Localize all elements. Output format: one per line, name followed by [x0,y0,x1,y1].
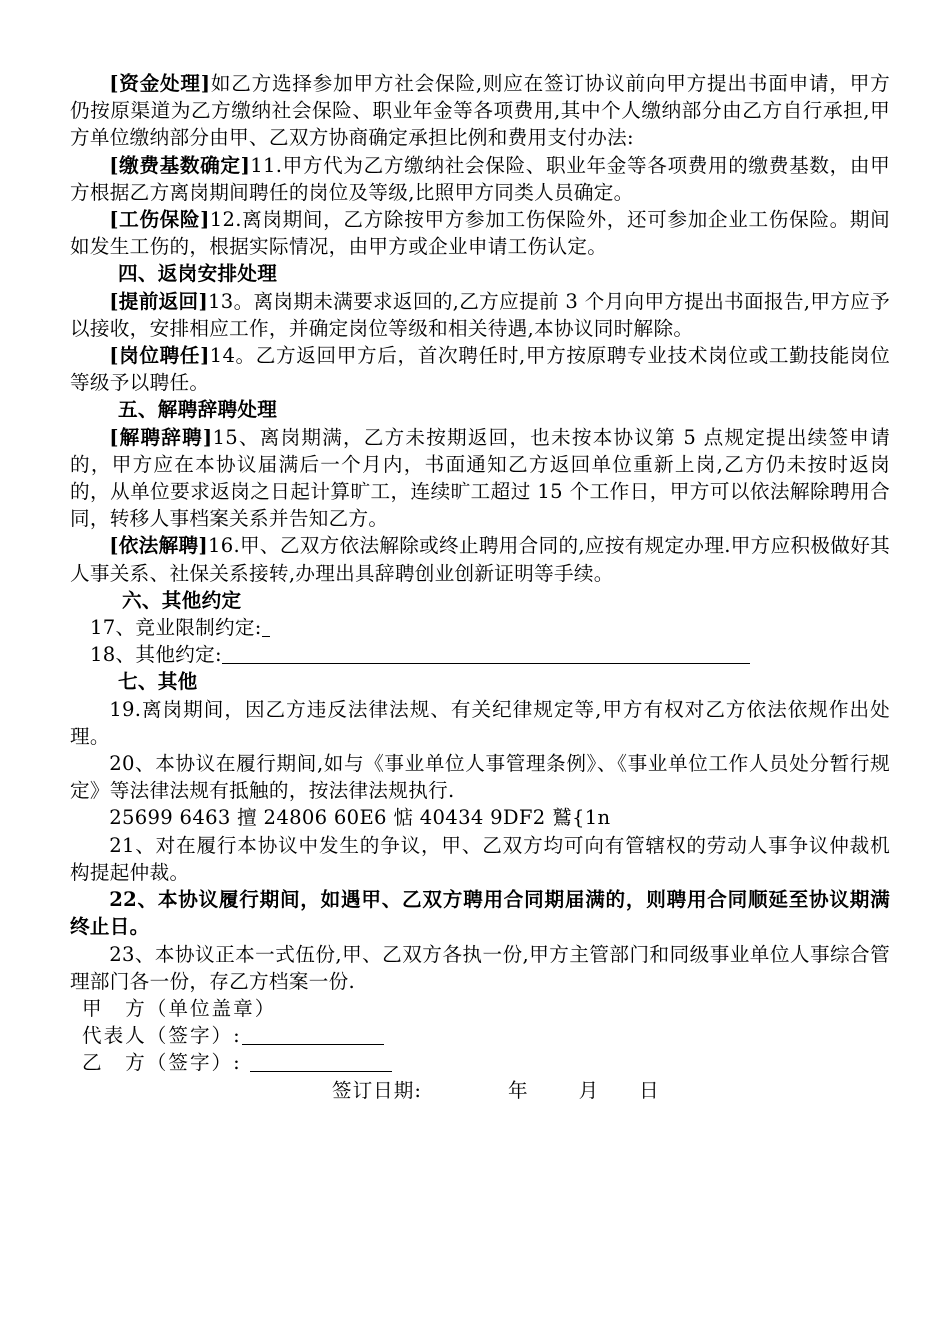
clause-funds [70,70,890,152]
clause-text: 如乙方选择参加甲方社会保险,则应在签订协议前向甲方提出书面申请，甲方仍按原渠道为乙方缴纳社会保险、职业年金等各项费用,其中个人缴纳部分由乙方自行承担,甲方单位缴纳部分由甲、乙双方协商确定承担比例和费用支付办法: [70,72,890,150]
clause-tag: [提前返回] [109,289,209,313]
other-terms-blank[interactable] [222,643,750,664]
clause-11 [70,152,890,206]
clause-text: 15、离岗期满，乙方未按期返回，也未按本协议第 5 点规定提出续签申请的，甲方应在本协议届满后一个月内，书面通知乙方返回单位重新上岗,乙方仍未按时返岗的，从单位要求返岗之日起计算旷工，连续旷工超过 15 个工作日，甲方可以依法解除聘用合同，转移人事档案关系并告知乙方。 [70,425,891,531]
section-heading-7: 七、其他 [118,670,198,694]
date-day: 日 [639,1078,660,1102]
section-heading-6: 六、其他约定 [122,588,242,612]
clause-text: 13。离岗期未满要求返回的,乙方应提前 3 个月向甲方提出书面报告,甲方应予以接收，安排相应工作，并确定岗位等级和相关待遇,本协议同时解除。 [70,289,890,340]
clause-18 [70,641,890,668]
clause-22: 22、本协议履行期间，如遇甲、乙双方聘用合同期届满的，则聘用合同顺延至协议期满终止日。 [70,888,890,939]
clause-text: 11.甲方代为乙方缴纳社会保险、职业年金等各项费用的缴费基数，由甲方根据乙方离岗期间聘任的岗位及等级,比照甲方同类人员确定。 [70,153,890,204]
clause-17 [70,614,890,641]
section-heading-5: 五、解聘辞聘处理 [118,398,278,422]
clause-19: 19.离岗期间，因乙方违反法律法规、有关纪律规定等,甲方有权对乙方依法依规作出处理。 [70,697,890,748]
section-heading-4: 四、返岗安排处理 [118,262,278,286]
garbled-line: 25699 6463 擅 24806 60E6 惦 40434 9DF2 鷲{1n [109,806,611,830]
clause-tag: [工伤保险] [109,208,210,232]
clause-23: 23、本协议正本一式伍份,甲、乙双方各执一份,甲方主管部门和同级事业单位人事综合管理部门各一份，存乙方档案一份. [70,942,890,993]
agreement-page [70,70,890,1104]
clause-text: 16.甲、乙双方依法解除或终止聘用合同的,应按有规定办理.甲方应积极做好其人事关系、社保关系接转,办理出具辞聘创业创新证明等手续。 [70,534,890,585]
representative-signature-blank[interactable] [242,1024,384,1045]
clause-tag: [资金处理] [109,72,211,95]
clause-tag: [岗位聘任] [109,344,210,368]
clause-tag: [解聘辞聘] [109,425,213,449]
clause-17-label: 17、竞业限制约定: [90,616,262,640]
party-b-signature [70,1049,890,1076]
clause-tag: [缴费基数确定] [109,153,251,177]
clause-14 [70,342,890,396]
party-a-seal: 甲 方（单位盖章） [82,996,277,1020]
clause-15 [70,424,890,533]
clause-12 [70,206,890,260]
signing-date [70,1077,890,1104]
representative-label: 代表人（签字）: [82,1024,242,1048]
date-label: 签订日期: [332,1078,422,1102]
date-year: 年 [507,1078,529,1102]
clause-13 [70,288,890,342]
clause-tag: [依法解聘] [109,534,208,558]
clause-21: 21、对在履行本协议中发生的争议，甲、乙双方均可向有管辖权的劳动人事争议仲裁机构提起仲裁。 [70,833,890,884]
party-b-signature-blank[interactable] [250,1051,392,1072]
clause-text: 14。乙方返回甲方后，首次聘任时,甲方按原聘专业技术岗位或工勤技能岗位等级予以聘任。 [70,344,890,395]
clause-20: 20、本协议在履行期间,如与《事业单位人事管理条例》、《事业单位工作人员处分暂行规定》等法律法规有抵触的，按法律法规执行. [70,752,890,803]
clause-16 [70,532,890,586]
clause-text: 12.离岗期间，乙方除按甲方参加工伤保险外，还可参加企业工伤保险。期间如发生工伤的，根据实际情况，由甲方或企业申请工伤认定。 [70,208,890,259]
representative-signature [70,1022,890,1049]
party-b-label: 乙 方（签字）: [82,1051,242,1075]
date-month: 月 [578,1078,600,1102]
non-compete-blank[interactable] [262,616,270,637]
clause-18-label: 18、其他约定: [90,643,222,667]
